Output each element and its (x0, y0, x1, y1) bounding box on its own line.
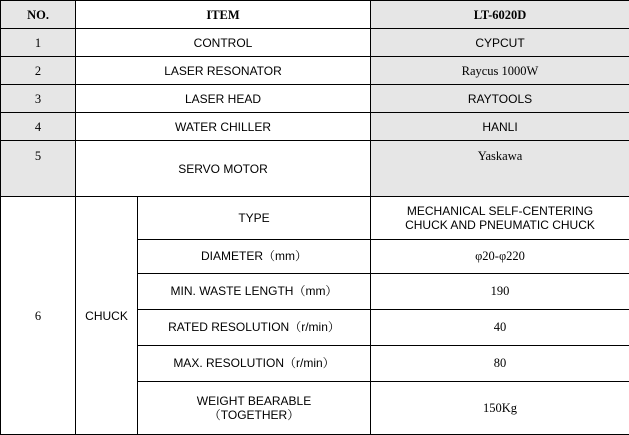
chuck-row (1, 197, 629, 239)
chuck-no: 6 (1, 197, 76, 435)
header-model: LT-6020D (371, 1, 629, 29)
row-no: 2 (1, 57, 76, 85)
chuck-value: 150Kg (371, 381, 629, 434)
chuck-item: DIAMETER（mm） (138, 239, 371, 273)
row-value: Raycus 1000W (371, 57, 629, 85)
header-no: NO. (1, 1, 76, 29)
row-item: LASER HEAD (76, 85, 371, 113)
table-row (1, 29, 629, 57)
row-value: HANLI (371, 113, 629, 141)
header-item: ITEM (76, 1, 371, 29)
chuck-item: MAX. RESOLUTION（r/min） (138, 345, 371, 381)
row-item: CONTROL (76, 29, 371, 57)
row-item: SERVO MOTOR (76, 141, 371, 197)
chuck-label: CHUCK (76, 197, 138, 435)
chuck-item: WEIGHT BEARABLE （TOGETHER） (138, 381, 371, 434)
row-no: 3 (1, 85, 76, 113)
chuck-item: TYPE (138, 197, 371, 239)
chuck-value: 80 (371, 345, 629, 381)
row-value: RAYTOOLS (371, 85, 629, 113)
chuck-item: MIN. WASTE LENGTH（mm） (138, 273, 371, 309)
chuck-value: 40 (371, 309, 629, 345)
chuck-value: 190 (371, 273, 629, 309)
chuck-value: φ20-φ220 (371, 239, 629, 273)
row-value: Yaskawa (371, 141, 629, 197)
row-no: 1 (1, 29, 76, 57)
chuck-value: MECHANICAL SELF-CENTERING CHUCK AND PNEUMATIC CHUCK (371, 197, 629, 239)
header-row (1, 1, 629, 29)
row-no: 5 (1, 141, 76, 197)
table-row (1, 141, 629, 197)
table-row (1, 113, 629, 141)
chuck-item: RATED RESOLUTION（r/min） (138, 309, 371, 345)
row-value: CYPCUT (371, 29, 629, 57)
row-no: 4 (1, 113, 76, 141)
table-row (1, 57, 629, 85)
row-item: LASER RESONATOR (76, 57, 371, 85)
table-row (1, 85, 629, 113)
row-item: WATER CHILLER (76, 113, 371, 141)
